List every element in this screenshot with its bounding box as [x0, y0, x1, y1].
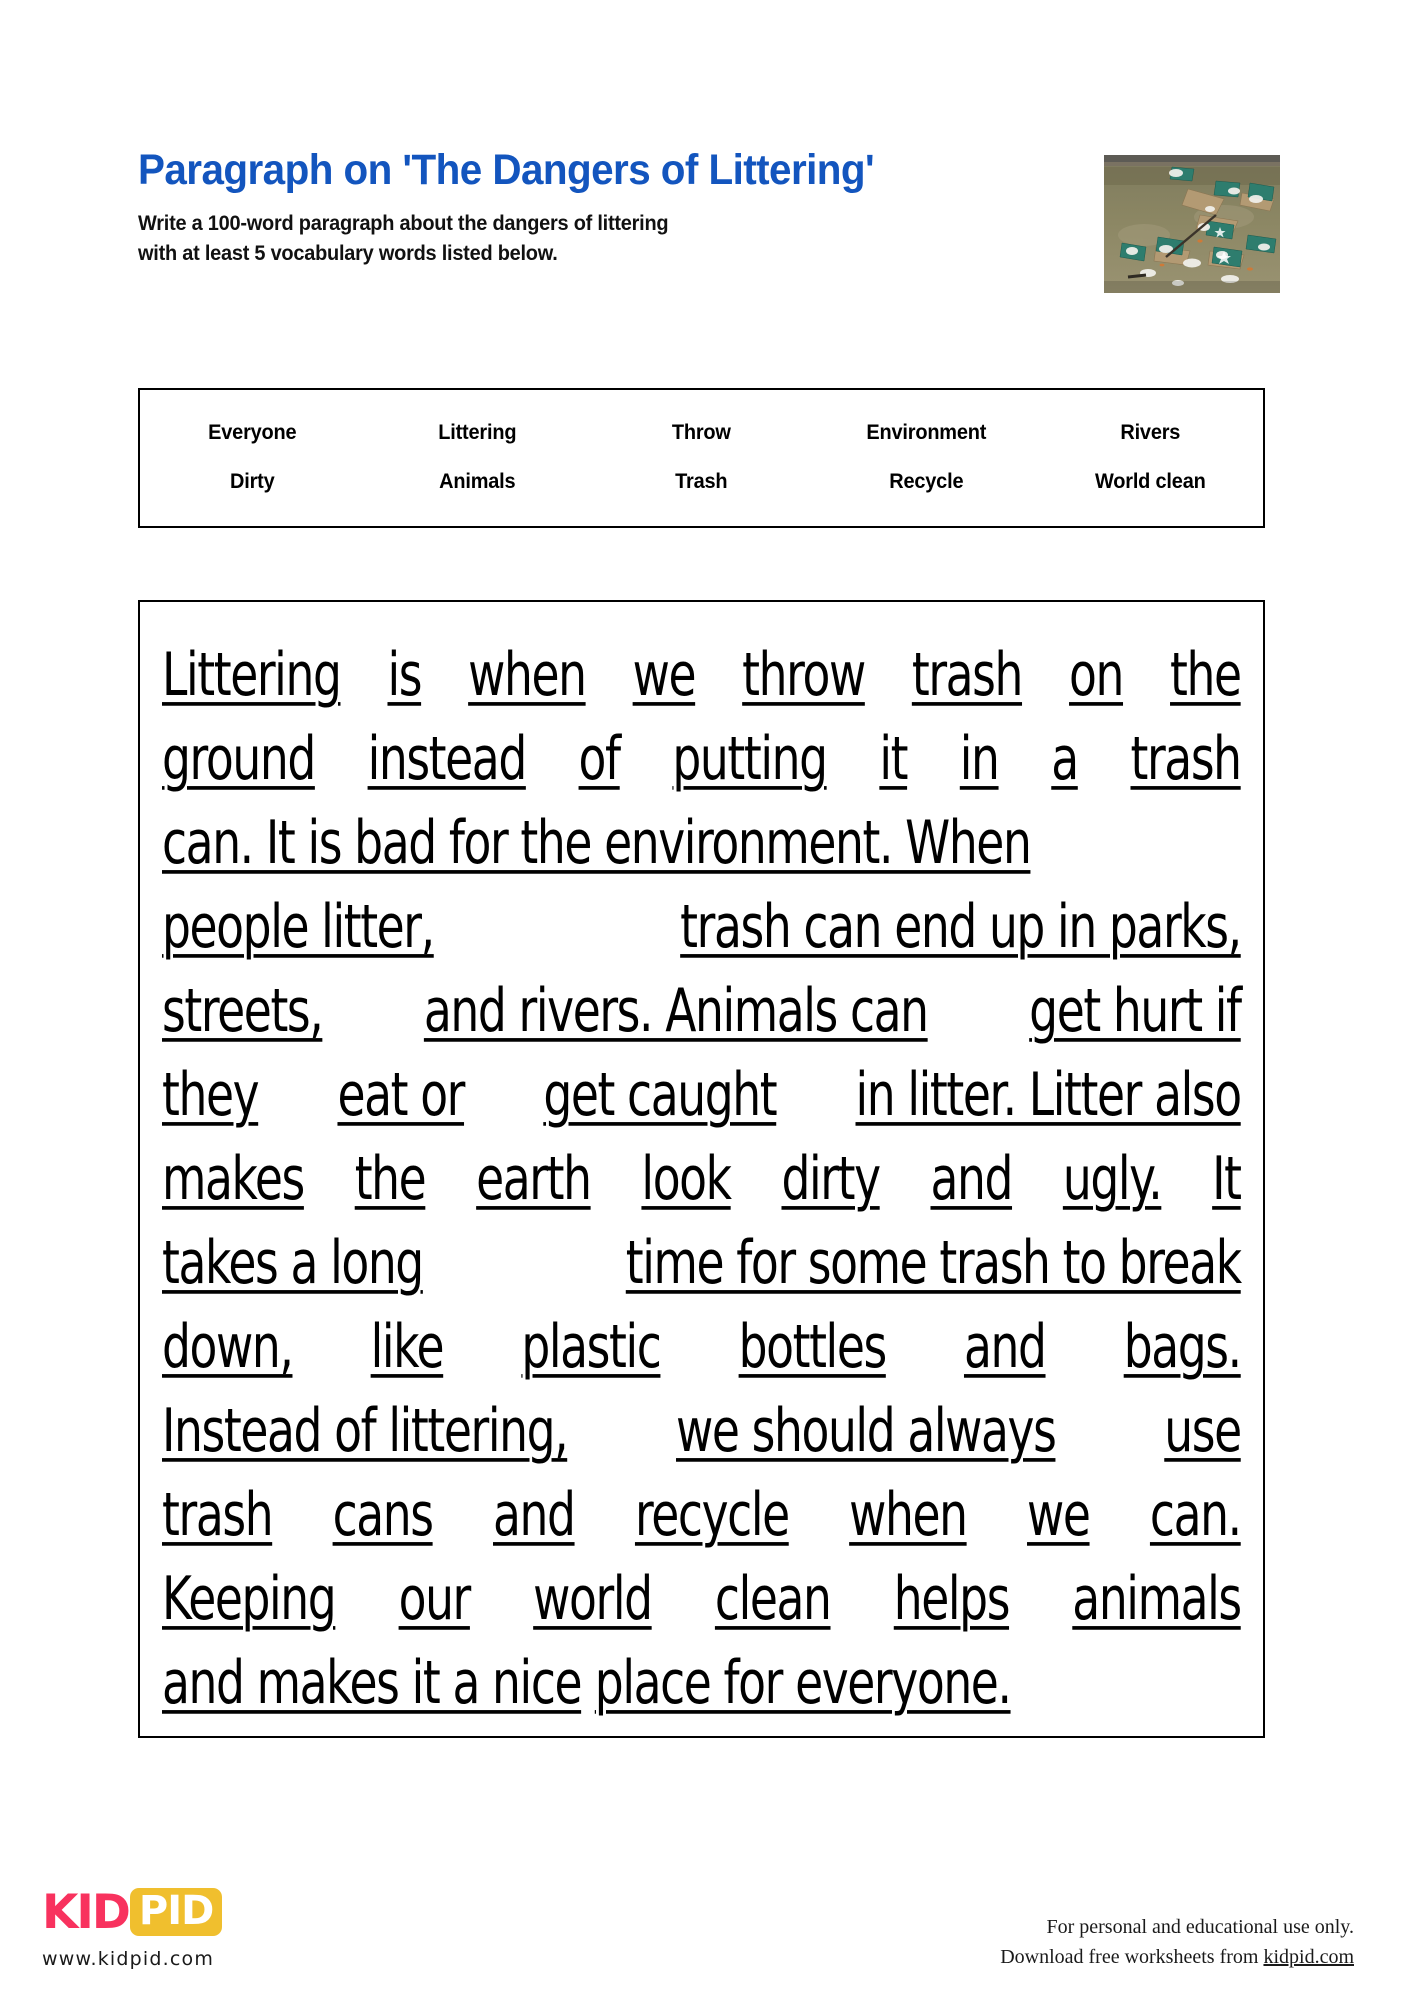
answer-word: trash: [162, 1479, 273, 1550]
answer-word: we: [1027, 1479, 1090, 1550]
answer-word: on: [1069, 639, 1124, 710]
answer-word: Instead of littering,: [162, 1395, 568, 1466]
answer-word: in litter. Litter also: [855, 1059, 1241, 1130]
answer-word: and: [963, 1311, 1046, 1382]
answer-word: look: [641, 1143, 731, 1214]
answer-word: streets,: [162, 975, 323, 1046]
vocabulary-row-1: [140, 409, 1263, 458]
answer-word: use: [1164, 1395, 1241, 1466]
vocabulary-word[interactable]: Trash: [675, 470, 728, 493]
instructions-line-1: Write a 100-word paragraph about the dangers of littering: [138, 212, 669, 236]
answer-word: down,: [162, 1311, 293, 1382]
vocabulary-word[interactable]: Rivers: [1120, 421, 1181, 445]
answer-word: throw: [742, 639, 865, 710]
logo-pid-text: PID: [130, 1888, 222, 1936]
answer-word: It: [1212, 1143, 1241, 1214]
answer-word: ground: [162, 723, 315, 794]
vocabulary-row-2: [140, 458, 1263, 507]
credit-line-2-prefix: Download free worksheets from: [1000, 1946, 1264, 1969]
vocabulary-word[interactable]: World clean: [1095, 470, 1206, 493]
worksheet-instructions: [138, 209, 1050, 269]
answer-word: get hurt if: [1029, 975, 1241, 1046]
answer-word: when: [468, 639, 586, 710]
credit-line-1: For personal and educational use only.: [1046, 1916, 1354, 1938]
answer-word: time for some trash to break: [625, 1227, 1241, 1298]
vocabulary-word-bank: [138, 388, 1265, 528]
credit-line-2: [1000, 1942, 1354, 1972]
answer-word: takes a long: [162, 1227, 423, 1298]
answer-text: [162, 624, 1241, 1716]
answer-word: of: [578, 723, 620, 794]
answer-word: trash can end up in parks,: [680, 891, 1241, 962]
header-text-block: [138, 148, 1098, 269]
answer-line: [162, 1632, 1241, 1734]
answer-word: and rivers. Animals can: [423, 975, 928, 1046]
answer-word: bags.: [1123, 1311, 1241, 1382]
answer-word: and: [493, 1479, 575, 1550]
answer-word: place for everyone.: [594, 1647, 1011, 1718]
answer-word: trash: [911, 639, 1023, 710]
vocabulary-word[interactable]: Littering: [437, 421, 516, 445]
instructions-line-2: with at least 5 vocabulary words listed below.: [138, 241, 558, 265]
answer-word: in: [959, 723, 999, 794]
littered-ground-photo: [1104, 155, 1280, 293]
answer-word: recycle: [634, 1479, 789, 1550]
answer-word: like: [370, 1311, 444, 1382]
logo-website-url: www.kidpid.com: [42, 1948, 215, 1970]
answer-word: a: [1051, 723, 1078, 794]
litter-photo-illustration: [1104, 155, 1280, 293]
answer-word: cans: [332, 1479, 433, 1550]
answer-word: can.: [1149, 1479, 1241, 1550]
answer-word: the: [354, 1143, 426, 1214]
answer-word: can. It is bad for the environment. When: [162, 807, 1031, 878]
answer-word: world: [533, 1563, 652, 1634]
answer-word: our: [398, 1563, 470, 1634]
answer-word: helps: [893, 1563, 1010, 1634]
answer-word: makes: [162, 1143, 304, 1214]
answer-word: Keeping: [162, 1563, 336, 1634]
page-title: Paragraph on 'The Dangers of Littering': [138, 146, 875, 194]
logo-kid-text: KID: [42, 1884, 129, 1940]
answer-word: and: [930, 1143, 1013, 1214]
answer-word: when: [849, 1479, 967, 1550]
vocabulary-word[interactable]: Throw: [672, 421, 731, 445]
answer-word: we should always: [676, 1395, 1056, 1466]
answer-word: bottles: [738, 1311, 886, 1382]
kidpid-logo[interactable]: [42, 1886, 382, 1982]
answer-word: instead: [367, 723, 526, 794]
logo-mark: [42, 1886, 382, 1938]
answer-word: ugly.: [1062, 1143, 1162, 1214]
answer-word: plastic: [521, 1311, 661, 1382]
vocabulary-word[interactable]: Everyone: [208, 421, 297, 445]
answer-word: dirty: [781, 1143, 880, 1214]
answer-word: we: [632, 639, 696, 710]
answer-word: and makes it a nice: [162, 1647, 582, 1718]
answer-word: people litter,: [162, 891, 434, 962]
answer-word: Littering: [162, 639, 341, 710]
answer-word: get caught: [543, 1059, 777, 1130]
answer-word: they: [162, 1059, 259, 1130]
vocabulary-word[interactable]: Environment: [866, 421, 987, 445]
answer-word: it: [879, 723, 908, 794]
answer-writing-box[interactable]: [138, 600, 1265, 1738]
vocabulary-word[interactable]: Dirty: [230, 470, 275, 493]
vocabulary-word[interactable]: Recycle: [889, 470, 964, 493]
answer-word: putting: [672, 723, 827, 794]
answer-word: the: [1170, 639, 1241, 710]
answer-word: earth: [476, 1143, 591, 1214]
answer-word: trash: [1130, 723, 1241, 794]
answer-word: clean: [714, 1563, 831, 1634]
vocabulary-word[interactable]: Animals: [438, 470, 516, 493]
answer-word: is: [387, 639, 422, 710]
answer-word: animals: [1072, 1563, 1241, 1634]
footer-credit: [1000, 1912, 1354, 1973]
kidpid-link[interactable]: kidpid.com: [1263, 1946, 1354, 1969]
answer-word: eat or: [337, 1059, 465, 1130]
